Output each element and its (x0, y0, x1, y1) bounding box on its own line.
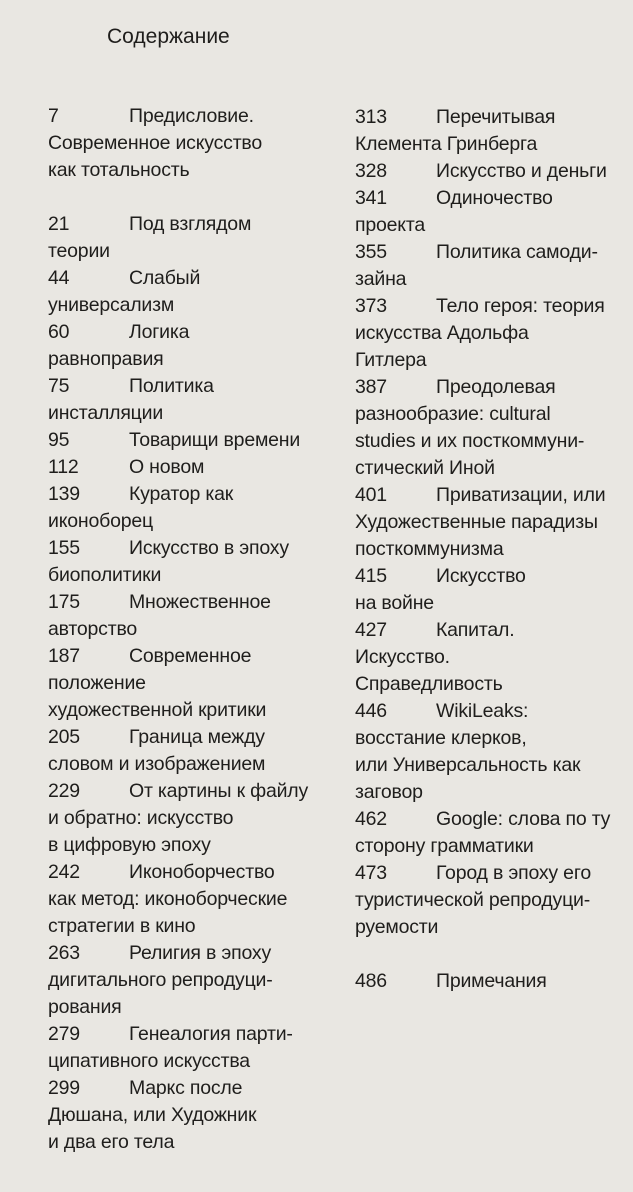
toc-entry-line (355, 536, 633, 563)
toc-entry-title: художественной критики (48, 699, 267, 721)
toc-entry-title: словом и изображением (48, 753, 266, 775)
toc-entry-title: Справедливость (355, 673, 503, 695)
toc-entry-line (48, 373, 348, 400)
toc-entry-title: Город в эпоху его (436, 862, 591, 884)
toc-entry-line (48, 832, 348, 859)
page-number: 387 (355, 376, 387, 398)
toc-entry-title: рования (48, 996, 122, 1018)
toc-entry-line (48, 346, 348, 373)
toc-entry (48, 373, 348, 427)
toc-entry (355, 698, 633, 806)
toc-entry-title: и два его тела (48, 1131, 175, 1153)
toc-entry-line (48, 1129, 348, 1156)
page-number: 415 (355, 565, 387, 587)
toc-entry-line (355, 725, 633, 752)
toc-entry-line (48, 994, 348, 1021)
toc-entry (48, 1021, 348, 1075)
page-number: 462 (355, 808, 387, 830)
toc-entry-line (355, 671, 633, 698)
toc-entry-title: посткоммунизма (355, 538, 504, 560)
toc-entry-line (355, 860, 633, 887)
toc-entry (355, 158, 633, 185)
toc-entry-line (48, 292, 348, 319)
toc-entry (355, 563, 633, 617)
toc-entry-title: Клемента Гринберга (355, 133, 538, 155)
page-number: 205 (48, 726, 80, 748)
toc-entry-line (48, 805, 348, 832)
page-number: 187 (48, 645, 80, 667)
toc-entry-title: Художественные парадизы (355, 511, 598, 533)
page-number: 279 (48, 1023, 80, 1045)
toc-entry-title: Примечания (436, 970, 547, 992)
toc-entry-line (48, 508, 348, 535)
toc-entry-title: равноправия (48, 348, 164, 370)
toc-entry-line (48, 697, 348, 724)
toc-entry-line (48, 724, 348, 751)
page-number: 139 (48, 483, 80, 505)
toc-entry-line (48, 211, 348, 238)
toc-entry-title: studies и их посткоммуни- (355, 430, 585, 452)
toc-entry-line (48, 913, 348, 940)
toc-entry-title: биополитики (48, 564, 162, 586)
toc-entry-line (355, 293, 633, 320)
toc-entry (355, 860, 633, 941)
toc-entry-line (48, 751, 348, 778)
toc-entry (48, 1075, 348, 1156)
toc-entry-title: инсталляции (48, 402, 164, 424)
toc-entry (355, 617, 633, 698)
toc-entry-line (48, 1048, 348, 1075)
page-number: 473 (355, 862, 387, 884)
page-number: 75 (48, 375, 70, 397)
toc-entry-title: в цифровую эпоху (48, 834, 211, 856)
toc-entry (48, 535, 348, 589)
toc-entry (48, 940, 348, 1021)
toc-entry-title: WikiLeaks: (436, 700, 529, 722)
toc-entry-line (48, 886, 348, 913)
toc-entry-line (48, 454, 348, 481)
toc-entry-title: Перечитывая (436, 106, 556, 128)
toc-entry-line (355, 563, 633, 590)
page-number: 175 (48, 591, 80, 613)
toc-entry-title: Гитлера (355, 349, 427, 371)
toc-entry-title: положение (48, 672, 146, 694)
toc-entry-line (355, 185, 633, 212)
toc-entry-title: Политика самоди- (436, 241, 598, 263)
toc-entry-title: Религия в эпоху (129, 942, 272, 964)
page-number: 60 (48, 321, 70, 343)
toc-entry-title: авторство (48, 618, 138, 640)
page-number: 373 (355, 295, 387, 317)
page-number: 21 (48, 213, 70, 235)
toc-entry-line (355, 590, 633, 617)
toc-entry-line (48, 643, 348, 670)
toc-entry-title: сторону грамматики (355, 835, 534, 857)
page-number: 112 (48, 456, 79, 478)
toc-entry-line (355, 266, 633, 293)
toc-entry-line (48, 940, 348, 967)
toc-entry-line (355, 806, 633, 833)
toc-entry-title: Политика (129, 375, 214, 397)
toc-entry-line (355, 914, 633, 941)
page-number: 341 (355, 187, 387, 209)
toc-entry-line (48, 481, 348, 508)
toc-entry-title: теории (48, 240, 110, 262)
toc-entry (48, 481, 348, 535)
toc-entry-title: дигитального репродуци- (48, 969, 273, 991)
toc-entry-title: Искусство в эпоху (129, 537, 289, 559)
toc-entry-line (355, 968, 633, 995)
toc-entry-line (355, 482, 633, 509)
toc-entry (48, 454, 348, 481)
toc-entry (48, 319, 348, 373)
toc-entry (355, 293, 633, 374)
page-number: 229 (48, 780, 80, 802)
toc-entry-title: туристической репродуци- (355, 889, 591, 911)
page-number: 44 (48, 267, 70, 289)
toc-entry-line (48, 967, 348, 994)
toc-spacer (355, 941, 633, 968)
toc-entry-title: Предисловие. (129, 105, 254, 127)
toc-entry (48, 724, 348, 778)
toc-entry-line (48, 535, 348, 562)
toc-entry-line (355, 698, 633, 725)
toc-entry-title: Искусство. (355, 646, 450, 668)
toc-entry-line (48, 103, 348, 130)
toc-entry-line (355, 752, 633, 779)
toc-entry-title: зайна (355, 268, 407, 290)
toc-entry-title: или Универсальность как (355, 754, 581, 776)
toc-entry-title: Преодолевая (436, 376, 556, 398)
toc-entry-title: заговор (355, 781, 423, 803)
toc-entry-line (48, 859, 348, 886)
toc-entry-title: Куратор как (129, 483, 234, 505)
page-number: 155 (48, 537, 80, 559)
toc-spacer (48, 184, 348, 211)
toc-entry-line (48, 265, 348, 292)
toc-entry-title: Приватизации, или (436, 484, 606, 506)
toc-entry (355, 968, 633, 995)
toc-entry-line (355, 455, 633, 482)
page-number: 486 (355, 970, 387, 992)
page-number: 401 (355, 484, 387, 506)
page-number: 355 (355, 241, 387, 263)
toc-entry-title: Искусство и деньги (436, 160, 607, 182)
toc-entry-line (48, 616, 348, 643)
toc-entry-title: ципативного искусства (48, 1050, 250, 1072)
toc-entry-title: как метод: иконоборческие (48, 888, 288, 910)
toc-entry (355, 185, 633, 239)
toc-entry-line (48, 157, 348, 184)
toc-entry (48, 778, 348, 859)
toc-entry-line (48, 1102, 348, 1129)
toc-entry-title: универсализм (48, 294, 175, 316)
toc-entry-title: искусства Адольфа (355, 322, 529, 344)
toc-entry-line (48, 562, 348, 589)
toc-entry-title: Одиночество (436, 187, 553, 209)
toc-entry (355, 239, 633, 293)
page-number: 299 (48, 1077, 80, 1099)
toc-entry-line (48, 319, 348, 346)
page-number: 242 (48, 861, 80, 883)
page-title: Содержание (107, 25, 230, 48)
toc-entry-title: Граница между (129, 726, 265, 748)
page-number: 263 (48, 942, 80, 964)
toc-entry-title: О новом (129, 456, 205, 478)
toc-entry-line (355, 833, 633, 860)
toc-entry-line (355, 779, 633, 806)
page-number: 427 (355, 619, 387, 641)
toc-entry-line (48, 778, 348, 805)
toc-entry (355, 374, 633, 482)
toc-entry-line (355, 320, 633, 347)
toc-entry-line (355, 887, 633, 914)
toc-entry (48, 103, 348, 184)
toc-entry-title: и обратно: искусство (48, 807, 234, 829)
toc-entry-line (355, 374, 633, 401)
toc-entry-line (48, 1075, 348, 1102)
toc-entry-title: Иконоборчество (129, 861, 275, 883)
toc-entry (355, 482, 633, 563)
toc-entry-title: стический Иной (355, 457, 495, 479)
toc-entry-title: разнообразие: cultural (355, 403, 551, 425)
toc-entry-line (355, 509, 633, 536)
toc-entry-title: руемости (355, 916, 439, 938)
toc-entry-line (48, 400, 348, 427)
toc-entry-title: Google: слова по ту (436, 808, 611, 830)
toc-entry-line (355, 401, 633, 428)
toc-entry-title: Множественное (129, 591, 271, 613)
toc-entry-title: От картины к файлу (129, 780, 309, 802)
toc-entry (48, 643, 348, 724)
toc-entry (48, 427, 348, 454)
page-number: 7 (48, 105, 59, 127)
toc-entry-line (355, 347, 633, 374)
toc-entry-line (355, 428, 633, 455)
toc-entry (48, 211, 348, 265)
toc-entry-title: Дюшана, или Художник (48, 1104, 257, 1126)
toc-column-left (48, 103, 348, 1156)
toc-entry-title: проекта (355, 214, 426, 236)
toc-entry-title: Товарищи времени (129, 429, 301, 451)
toc-entry-title: как тотальность (48, 159, 190, 181)
toc-entry-title: иконоборец (48, 510, 153, 532)
toc-entry-line (355, 104, 633, 131)
toc-entry-line (48, 670, 348, 697)
toc-entry-title: Генеалогия парти- (129, 1023, 293, 1045)
toc-entry-title: на войне (355, 592, 434, 614)
toc-entry-line (355, 644, 633, 671)
toc-entry-title: Логика (129, 321, 190, 343)
toc-entry-title: Искусство (436, 565, 526, 587)
toc-entry-line (48, 130, 348, 157)
toc-entry (48, 265, 348, 319)
toc-entry-line (48, 589, 348, 616)
toc-entry-line (355, 212, 633, 239)
toc-entry-line (355, 158, 633, 185)
page-number: 446 (355, 700, 387, 722)
toc-entry-line (48, 238, 348, 265)
toc-entry-title: Современное искусство (48, 132, 263, 154)
toc-entry-title: Слабый (129, 267, 201, 289)
page-number: 313 (355, 106, 387, 128)
toc-entry-title: восстание клерков, (355, 727, 527, 749)
toc-entry-title: Под взглядом (129, 213, 252, 235)
toc-entry-line (355, 131, 633, 158)
page-number: 95 (48, 429, 70, 451)
toc-entry (48, 589, 348, 643)
toc-entry (48, 859, 348, 940)
page-number: 328 (355, 160, 387, 182)
toc-entry (355, 806, 633, 860)
toc-entry-title: Капитал. (436, 619, 515, 641)
toc-entry-title: Тело героя: теория (436, 295, 605, 317)
toc-entry-line (355, 617, 633, 644)
toc-entry-line (355, 239, 633, 266)
toc-entry-line (48, 1021, 348, 1048)
toc-entry (355, 104, 633, 158)
toc-entry-title: стратегии в кино (48, 915, 196, 937)
toc-column-right (355, 104, 633, 995)
toc-entry-title: Маркс после (129, 1077, 243, 1099)
toc-entry-title: Современное (129, 645, 252, 667)
toc-entry-line (48, 427, 348, 454)
